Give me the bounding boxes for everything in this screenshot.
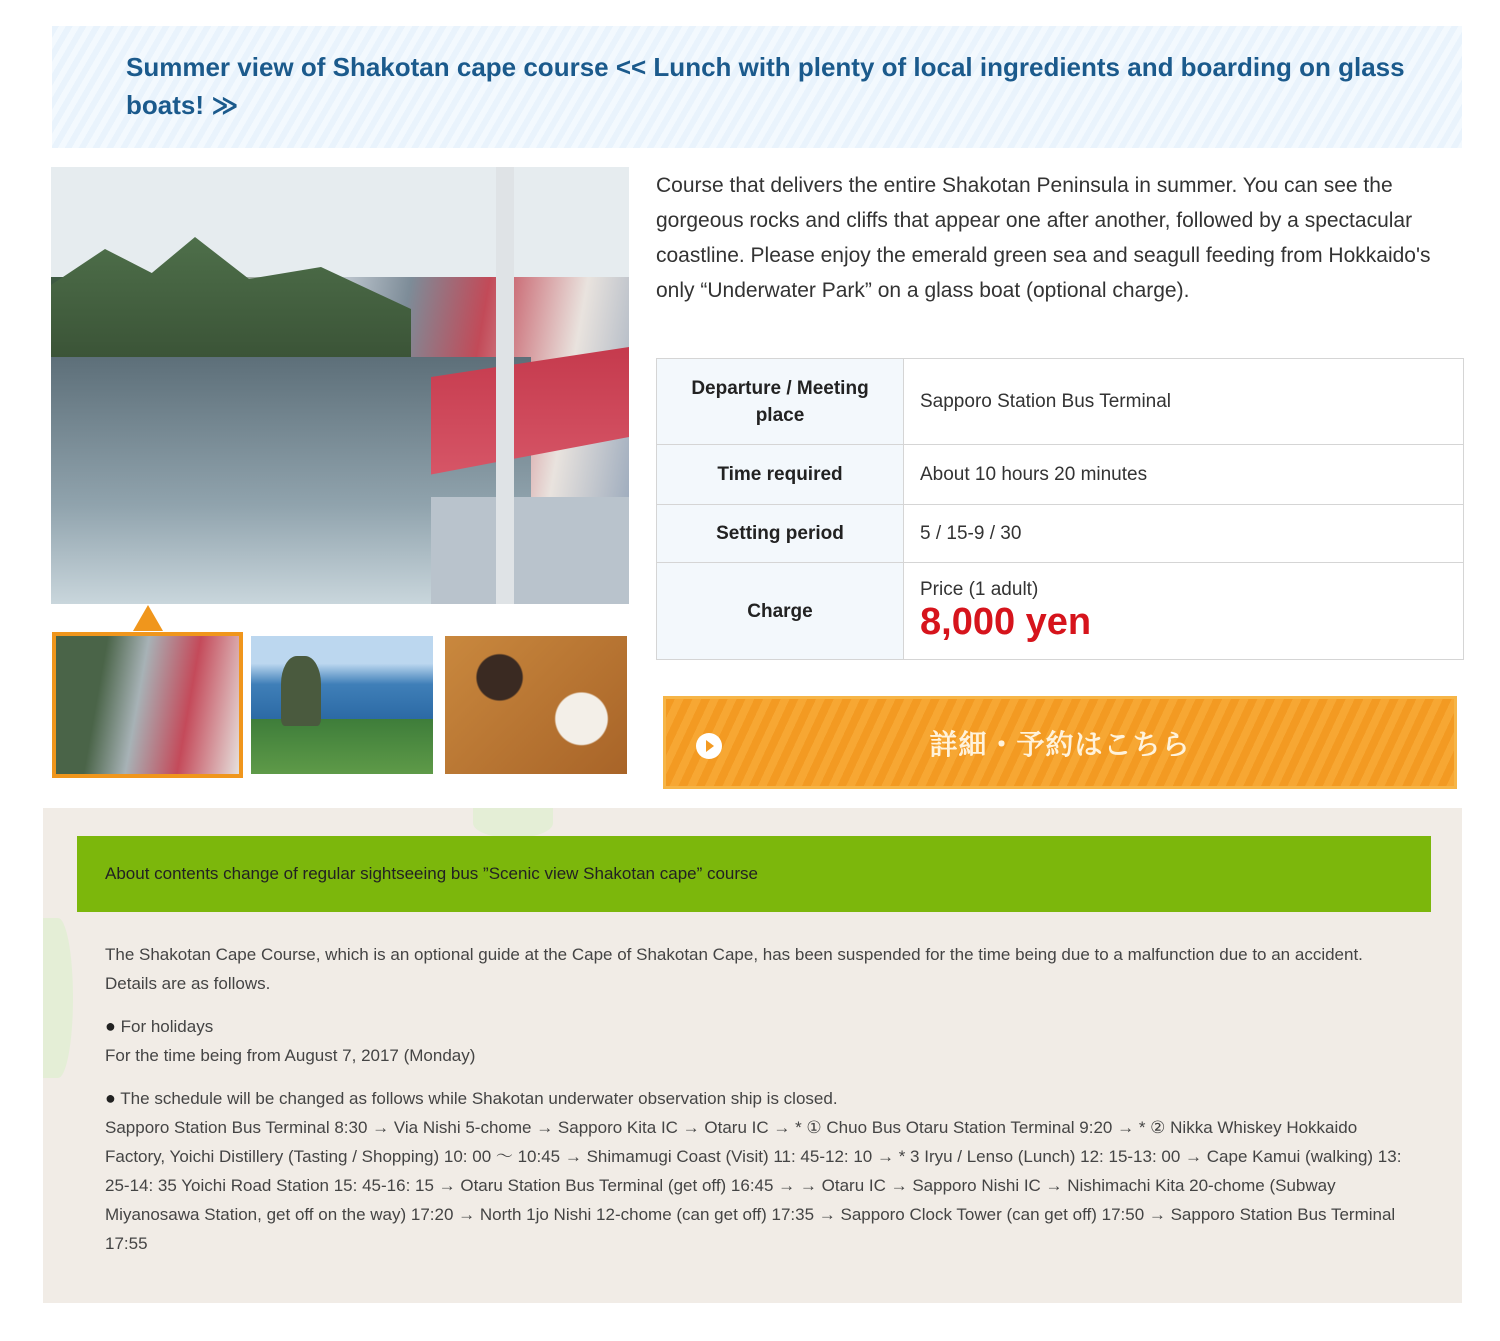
- price-value: 8,000 yen: [920, 601, 1092, 643]
- price-label: Price (1 adult): [920, 579, 1039, 600]
- notice-body: [105, 940, 1405, 1258]
- charge-cell: [904, 563, 1464, 660]
- thumbnail-2-coast[interactable]: [251, 636, 433, 774]
- notice-para2: Details are as follows.: [105, 974, 271, 993]
- course-info-table: [656, 358, 1464, 660]
- holidays-title-line: [105, 1012, 1405, 1041]
- notice-heading: About contents change of regular sightseeing bus ”Scenic view Shakotan cape” course: [105, 864, 759, 883]
- main-photo-seagull-feeding: [51, 167, 629, 604]
- charge-label: Charge: [657, 563, 904, 660]
- schedule-title-line: [105, 1084, 1405, 1113]
- notice-heading-bar: [77, 836, 1431, 912]
- reserve-button-label: 詳細・予約はこちら: [929, 727, 1191, 761]
- table-row: [657, 505, 1464, 563]
- departure-label: Departure / Meeting place: [657, 359, 904, 445]
- notice-para1: The Shakotan Cape Course, which is an optional guide at the Cape of Shakotan Cape, has been suspended for the time being due to a malfunction due to an accident.: [105, 945, 1363, 964]
- departure-value: Sapporo Station Bus Terminal: [904, 359, 1464, 445]
- table-row: [657, 359, 1464, 445]
- title-banner: [52, 26, 1462, 148]
- period-label: Setting period: [657, 505, 904, 563]
- play-circle-icon: [696, 733, 722, 759]
- period-value: 5 / 15-9 / 30: [904, 505, 1464, 563]
- course-description: Course that delivers the entire Shakotan Peninsula in summer. You can see the gorgeous rocks and cliffs that appear one after another, followed by a spectacular coastline. Please enjoy the emerald green sea and seagull feeding from Hokkaido's only “Underwater Park” on a glass boat (optional charge).: [656, 174, 1431, 302]
- time-value: About 10 hours 20 minutes: [904, 445, 1464, 505]
- table-row: [657, 445, 1464, 505]
- bullet-icon: ●: [105, 1088, 116, 1108]
- thumbnail-1-boat[interactable]: [52, 632, 243, 778]
- schedule-title: The schedule will be changed as follows while Shakotan underwater observation ship is closed.: [120, 1089, 838, 1108]
- page-title: Summer view of Shakotan cape course << Lunch with plenty of local ingredients and boarding on glass boats! ≫: [126, 52, 1405, 120]
- table-row: [657, 563, 1464, 660]
- time-label: Time required: [657, 445, 904, 505]
- holidays-text: For the time being from August 7, 2017 (Monday): [105, 1046, 476, 1065]
- holidays-title: For holidays: [120, 1017, 214, 1036]
- details-reserve-button[interactable]: [663, 696, 1457, 789]
- active-thumb-pointer-icon: [133, 605, 163, 631]
- schedule-text: Sapporo Station Bus Terminal 8:30 → Via Nishi 5-chome → Sapporo Kita IC → Otaru IC → * ① Chuo Bus Otaru Station Terminal 9:20 → * ② Nikka Whiskey Hokkaido Factory, Yoichi Distillery (Tasting / Shopping) 10: 00 〜 10:45 → Shimamugi Coast (Visit) 11: 45-12: 10 → * 3 Iryu / Lenso (Lunch) 12: 15-13: 00 → Cape Kamui (walking) 13: 25-14: 35 Yoichi Road Station 15: 45-16: 15 → Otaru Station Bus Terminal (get off) 16:45 → → Otaru IC → Sapporo Nishi IC → Nishimachi Kita 20-chome (Subway Miyanosawa Station, get off on the way) 17:20 → North 1jo Nishi 12-chome (can get off) 17:35 → Sapporo Clock Tower (can get off) 17:50 → Sapporo Station Bus Terminal 17:55: [105, 1118, 1402, 1253]
- thumbnail-3-lunch[interactable]: [445, 636, 627, 774]
- notice-section: [43, 808, 1462, 1303]
- bullet-icon: ●: [105, 1016, 116, 1036]
